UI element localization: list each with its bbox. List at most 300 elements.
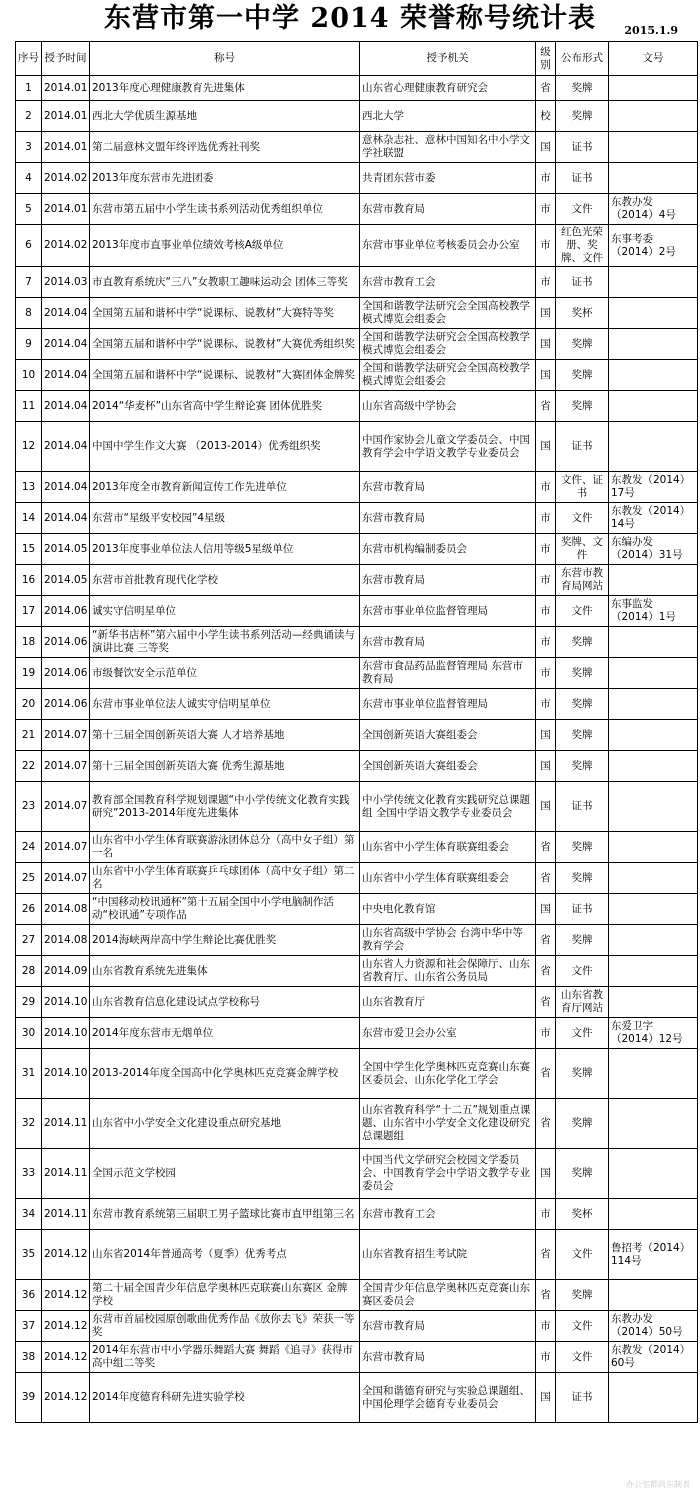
row-index: 27: [16, 925, 42, 956]
table-row: [16, 329, 698, 360]
row-authority: 东营市教育局: [360, 1342, 536, 1373]
table-row: [16, 360, 698, 391]
row-honor: 全国第五届和谐杯中学“说课标、说教材”大赛优秀组织奖: [90, 329, 360, 360]
row-date: 2014.02: [42, 225, 90, 267]
row-doc: 东教办发（2014）4号: [609, 194, 698, 225]
row-doc: [609, 132, 698, 163]
row-date: 2014.10: [42, 1049, 90, 1099]
row-honor: 全国第五届和谐杯中学“说课标、说教材”大赛团体金牌奖: [90, 360, 360, 391]
row-authority: 东营市教育局: [360, 194, 536, 225]
row-form: 文件: [556, 1311, 609, 1342]
row-doc: [609, 832, 698, 863]
row-level: 省: [536, 987, 556, 1018]
row-form: 奖牌、文件: [556, 534, 609, 565]
row-doc: [609, 1099, 698, 1149]
row-form: 奖杯: [556, 298, 609, 329]
row-date: 2014.08: [42, 894, 90, 925]
table-row: [16, 658, 698, 689]
row-form: 奖牌: [556, 720, 609, 751]
row-doc: [609, 689, 698, 720]
row-date: 2014.04: [42, 391, 90, 422]
row-doc: [609, 751, 698, 782]
row-form: 文件: [556, 1342, 609, 1373]
row-date: 2014.02: [42, 163, 90, 194]
table-row: [16, 422, 698, 472]
table-row: [16, 298, 698, 329]
row-date: 2014.06: [42, 689, 90, 720]
header-doc: 文号: [609, 42, 698, 76]
table-row: [16, 1099, 698, 1149]
row-form: 证书: [556, 422, 609, 472]
row-doc: [609, 956, 698, 987]
row-honor: 2013年度全市教育新闻宣传工作先进单位: [90, 472, 360, 503]
row-honor: 2013年度市直事业单位绩效考核A级单位: [90, 225, 360, 267]
row-level: 国: [536, 360, 556, 391]
header-date: 授予时间: [42, 42, 90, 76]
row-doc: [609, 76, 698, 101]
row-level: 省: [536, 832, 556, 863]
row-authority: 全国和谐教学法研究会全国高校教学模式博览会组委会: [360, 329, 536, 360]
table-row: [16, 925, 698, 956]
row-doc: 东爱卫字（2014）12号: [609, 1018, 698, 1049]
row-doc: [609, 720, 698, 751]
row-authority: 山东省高级中学协会 台湾中华中等教育学会: [360, 925, 536, 956]
row-honor: 山东省中小学安全文化建设重点研究基地: [90, 1099, 360, 1149]
row-authority: 全国中学生化学奥林匹克竞赛山东赛区委员会、山东化学化工学会: [360, 1049, 536, 1099]
table-row: [16, 163, 698, 194]
row-date: 2014.04: [42, 472, 90, 503]
row-doc: 东教发（2014）17号: [609, 472, 698, 503]
row-date: 2014.07: [42, 832, 90, 863]
row-authority: 东营市食品药品监督管理局 东营市教育局: [360, 658, 536, 689]
row-form: 奖牌: [556, 101, 609, 132]
row-date: 2014.11: [42, 1099, 90, 1149]
header-index: 序号: [16, 42, 42, 76]
row-index: 25: [16, 863, 42, 894]
row-honor: 东营市“星级平安校园”4星级: [90, 503, 360, 534]
row-doc: [609, 627, 698, 658]
row-date: 2014.04: [42, 503, 90, 534]
table-row: [16, 832, 698, 863]
table-row: [16, 894, 698, 925]
row-index: 10: [16, 360, 42, 391]
table-row: [16, 987, 698, 1018]
row-honor: “新华书店杯”第六届中小学生读书系列活动—经典诵读与演讲比赛 三等奖: [90, 627, 360, 658]
table-row: [16, 1018, 698, 1049]
table-row: [16, 720, 698, 751]
row-level: 校: [536, 101, 556, 132]
row-index: 4: [16, 163, 42, 194]
row-index: 28: [16, 956, 42, 987]
row-index: 23: [16, 782, 42, 832]
row-level: 国: [536, 298, 556, 329]
row-authority: 东营市教育局: [360, 1311, 536, 1342]
table-row: [16, 782, 698, 832]
row-date: 2014.12: [42, 1373, 90, 1423]
row-level: 市: [536, 163, 556, 194]
row-honor: 山东省教育系统先进集体: [90, 956, 360, 987]
row-date: 2014.10: [42, 987, 90, 1018]
table-body: [16, 76, 698, 1423]
row-index: 17: [16, 596, 42, 627]
row-doc: [609, 894, 698, 925]
row-level: 省: [536, 956, 556, 987]
row-honor: 山东省2014年普通高考（夏季）优秀考点: [90, 1230, 360, 1280]
header-honor: 称号: [90, 42, 360, 76]
row-index: 19: [16, 658, 42, 689]
header-authority: 授予机关: [360, 42, 536, 76]
row-index: 22: [16, 751, 42, 782]
row-index: 39: [16, 1373, 42, 1423]
row-honor: 2013年度东营市先进团委: [90, 163, 360, 194]
table-row: [16, 689, 698, 720]
row-honor: 全国第五届和谐杯中学“说课标、说教材”大赛特等奖: [90, 298, 360, 329]
table-row: [16, 1049, 698, 1099]
row-date: 2014.10: [42, 1018, 90, 1049]
row-form: 证书: [556, 132, 609, 163]
row-doc: 鲁招考（2014）114号: [609, 1230, 698, 1280]
row-date: 2014.06: [42, 627, 90, 658]
row-doc: [609, 1049, 698, 1099]
row-index: 2: [16, 101, 42, 132]
row-doc: 东教办发（2014）50号: [609, 1311, 698, 1342]
report-date: 2015.1.9: [624, 24, 678, 37]
row-level: 市: [536, 1311, 556, 1342]
row-honor: 东营市教育系统第三届职工男子篮球比赛市直甲组第三名: [90, 1199, 360, 1230]
row-honor: “中国移动校讯通杯”第十五届全国中小学电脑制作活动“校讯通”专项作品: [90, 894, 360, 925]
row-level: 市: [536, 503, 556, 534]
row-authority: 中国作家协会儿童文学委员会、中国教育学会中学语文教学专业委员会: [360, 422, 536, 472]
row-date: 2014.05: [42, 565, 90, 596]
row-honor: 东营市首批教育现代化学校: [90, 565, 360, 596]
row-date: 2014.04: [42, 360, 90, 391]
row-honor: 市级餐饮安全示范单位: [90, 658, 360, 689]
row-date: 2014.08: [42, 925, 90, 956]
row-form: 证书: [556, 894, 609, 925]
row-level: 国: [536, 782, 556, 832]
row-form: 文件: [556, 596, 609, 627]
row-form: 证书: [556, 1373, 609, 1423]
row-level: 市: [536, 225, 556, 267]
row-level: 国: [536, 132, 556, 163]
table-row: [16, 1373, 698, 1423]
row-level: 市: [536, 565, 556, 596]
row-date: 2014.01: [42, 101, 90, 132]
row-honor: 西北大学优质生源基地: [90, 101, 360, 132]
row-level: 省: [536, 1049, 556, 1099]
row-honor: 第十三届全国创新英语大赛 人才培养基地: [90, 720, 360, 751]
row-authority: 西北大学: [360, 101, 536, 132]
table-row: [16, 751, 698, 782]
row-form: 证书: [556, 782, 609, 832]
row-doc: [609, 987, 698, 1018]
row-level: 国: [536, 329, 556, 360]
row-honor: 东营市首届校园原创歌曲优秀作品《放你去飞》荣获一等奖: [90, 1311, 360, 1342]
row-doc: 东编办发（2014）31号: [609, 534, 698, 565]
row-form: 奖牌: [556, 329, 609, 360]
row-index: 30: [16, 1018, 42, 1049]
row-form: 山东省教育厅网站: [556, 987, 609, 1018]
row-doc: [609, 565, 698, 596]
row-index: 15: [16, 534, 42, 565]
row-date: 2014.07: [42, 863, 90, 894]
row-form: 奖牌: [556, 863, 609, 894]
row-level: 省: [536, 76, 556, 101]
row-index: 29: [16, 987, 42, 1018]
table-row: [16, 132, 698, 163]
row-honor: 2014海峡两岸高中学生辩论比赛优胜奖: [90, 925, 360, 956]
row-index: 14: [16, 503, 42, 534]
row-date: 2014.11: [42, 1149, 90, 1199]
row-form: 奖牌: [556, 360, 609, 391]
row-honor: 2014“华麦杯”山东省高中学生辩论赛 团体优胜奖: [90, 391, 360, 422]
row-authority: 全国和谐教学法研究会全国高校教学模式博览会组委会: [360, 360, 536, 391]
row-authority: 共青团东营市委: [360, 163, 536, 194]
row-date: 2014.12: [42, 1280, 90, 1311]
row-index: 34: [16, 1199, 42, 1230]
row-authority: 中国当代文学研究会校园文学委员会、中国教育学会中学语文教学专业委员会: [360, 1149, 536, 1199]
table-row: [16, 1199, 698, 1230]
header-level: 级别: [536, 42, 556, 76]
row-honor: 山东省教育信息化建设试点学校称号: [90, 987, 360, 1018]
row-form: 奖牌: [556, 391, 609, 422]
row-authority: 全国创新英语大赛组委会: [360, 720, 536, 751]
row-level: 市: [536, 627, 556, 658]
row-doc: 东事监发（2014）1号: [609, 596, 698, 627]
table-row: [16, 1149, 698, 1199]
row-doc: [609, 1280, 698, 1311]
row-form: 文件: [556, 194, 609, 225]
row-date: 2014.07: [42, 720, 90, 751]
header-form: 公布形式: [556, 42, 609, 76]
row-honor: 东营市事业单位法人诚实守信明星单位: [90, 689, 360, 720]
row-date: 2014.04: [42, 329, 90, 360]
table-row: [16, 1230, 698, 1280]
row-form: 奖牌: [556, 627, 609, 658]
row-honor: 第二十届全国青少年信息学奥林匹克联赛山东赛区 金牌学校: [90, 1280, 360, 1311]
row-authority: 全国创新英语大赛组委会: [360, 751, 536, 782]
row-form: 奖牌: [556, 832, 609, 863]
row-date: 2014.07: [42, 782, 90, 832]
table-row: [16, 1280, 698, 1311]
row-honor: 2013年度事业单位法人信用等级5星级单位: [90, 534, 360, 565]
row-authority: 东营市事业单位监督管理局: [360, 689, 536, 720]
row-honor: 山东省中小学生体育联赛乒乓球团体（高中女子组）第二名: [90, 863, 360, 894]
row-doc: [609, 863, 698, 894]
row-authority: 山东省中小学生体育联赛组委会: [360, 832, 536, 863]
row-date: 2014.06: [42, 596, 90, 627]
row-authority: 东营市教育局: [360, 627, 536, 658]
row-doc: [609, 422, 698, 472]
row-level: 市: [536, 1018, 556, 1049]
row-index: 32: [16, 1099, 42, 1149]
row-doc: [609, 1373, 698, 1423]
row-index: 37: [16, 1311, 42, 1342]
row-date: 2014.12: [42, 1230, 90, 1280]
row-authority: 全国和谐德育研究与实验总课题组、中国伦理学会德育专业委员会: [360, 1373, 536, 1423]
row-level: 市: [536, 1342, 556, 1373]
row-form: 奖牌: [556, 1280, 609, 1311]
row-index: 3: [16, 132, 42, 163]
row-level: 国: [536, 1373, 556, 1423]
row-honor: 东营市第五届中小学生读书系列活动优秀组织单位: [90, 194, 360, 225]
table-row: [16, 956, 698, 987]
row-doc: [609, 360, 698, 391]
row-index: 18: [16, 627, 42, 658]
row-index: 36: [16, 1280, 42, 1311]
row-index: 38: [16, 1342, 42, 1373]
row-authority: 东营市事业单位监督管理局: [360, 596, 536, 627]
row-index: 13: [16, 472, 42, 503]
row-honor: 教育部全国教育科学规划课题“中小学传统文化教育实践研究”2013-2014年度先进集体: [90, 782, 360, 832]
row-honor: 第十三届全国创新英语大赛 优秀生源基地: [90, 751, 360, 782]
row-doc: [609, 329, 698, 360]
row-level: 市: [536, 1199, 556, 1230]
table-row: [16, 565, 698, 596]
row-doc: [609, 782, 698, 832]
row-form: 奖牌: [556, 925, 609, 956]
row-authority: 山东省教育厅: [360, 987, 536, 1018]
table-row: [16, 1342, 698, 1373]
row-doc: 东教发（2014）14号: [609, 503, 698, 534]
row-doc: [609, 391, 698, 422]
row-doc: [609, 101, 698, 132]
row-authority: 中小学传统文化教育实践研究总课题组 全国中学语文教学专业委员会: [360, 782, 536, 832]
row-authority: 山东省中小学生体育联赛组委会: [360, 863, 536, 894]
row-form: 奖牌: [556, 1049, 609, 1099]
row-level: 省: [536, 1280, 556, 1311]
row-doc: [609, 163, 698, 194]
row-honor: 市直教育系统庆“三八”女教职工趣味运动会 团体三等奖: [90, 267, 360, 298]
row-form: 奖牌: [556, 1149, 609, 1199]
row-index: 11: [16, 391, 42, 422]
row-authority: 东营市爱卫会办公室: [360, 1018, 536, 1049]
row-index: 20: [16, 689, 42, 720]
row-index: 5: [16, 194, 42, 225]
row-level: 市: [536, 194, 556, 225]
row-level: 省: [536, 391, 556, 422]
row-honor: 2013-2014年度全国高中化学奥林匹克竞赛金牌学校: [90, 1049, 360, 1099]
row-index: 6: [16, 225, 42, 267]
honors-table: [15, 41, 698, 1423]
row-honor: 全国示范文学校园: [90, 1149, 360, 1199]
row-authority: 全国和谐教学法研究会全国高校教学模式博览会组委会: [360, 298, 536, 329]
row-doc: 东事考委（2014）2号: [609, 225, 698, 267]
row-level: 国: [536, 751, 556, 782]
row-honor: 2014年度德育科研先进实验学校: [90, 1373, 360, 1423]
row-form: 文件: [556, 1230, 609, 1280]
row-authority: 东营市教育局: [360, 472, 536, 503]
row-authority: 山东省教育招生考试院: [360, 1230, 536, 1280]
row-authority: 意林杂志社、意林中国知名中小学文学社联盟: [360, 132, 536, 163]
row-level: 市: [536, 689, 556, 720]
row-form: 文件: [556, 503, 609, 534]
row-authority: 山东省心理健康教育研究会: [360, 76, 536, 101]
row-authority: 东营市事业单位考核委员会办公室: [360, 225, 536, 267]
row-authority: 东营市教育局: [360, 565, 536, 596]
row-date: 2014.12: [42, 1342, 90, 1373]
row-date: 2014.04: [42, 422, 90, 472]
row-form: 文件: [556, 1018, 609, 1049]
row-level: 市: [536, 658, 556, 689]
row-date: 2014.03: [42, 267, 90, 298]
row-honor: 诚实守信明星单位: [90, 596, 360, 627]
table-row: [16, 627, 698, 658]
row-honor: 中国中学生作文大赛 （2013-2014）优秀组织奖: [90, 422, 360, 472]
row-level: 市: [536, 267, 556, 298]
row-index: 21: [16, 720, 42, 751]
row-doc: [609, 1199, 698, 1230]
row-form: 奖牌: [556, 689, 609, 720]
row-date: 2014.01: [42, 76, 90, 101]
row-authority: 山东省高级中学协会: [360, 391, 536, 422]
table-row: [16, 225, 698, 267]
row-level: 省: [536, 863, 556, 894]
table-row: [16, 194, 698, 225]
row-authority: 中央电化教育馆: [360, 894, 536, 925]
row-honor: 2014年度东营市无烟单位: [90, 1018, 360, 1049]
row-index: 33: [16, 1149, 42, 1199]
row-form: 文件: [556, 956, 609, 987]
row-honor: 2014年东营市中小学器乐舞蹈大赛 舞蹈《追寻》获得市高中组二等奖: [90, 1342, 360, 1373]
row-level: 省: [536, 1099, 556, 1149]
table-row: [16, 267, 698, 298]
row-index: 31: [16, 1049, 42, 1099]
row-authority: 东营市教育工会: [360, 1199, 536, 1230]
row-doc: [609, 658, 698, 689]
row-date: 2014.06: [42, 658, 90, 689]
row-authority: 东营市教育局: [360, 503, 536, 534]
table-row: [16, 863, 698, 894]
row-index: 24: [16, 832, 42, 863]
row-index: 7: [16, 267, 42, 298]
row-form: 证书: [556, 267, 609, 298]
row-doc: [609, 267, 698, 298]
row-level: 国: [536, 422, 556, 472]
row-doc: [609, 298, 698, 329]
row-index: 12: [16, 422, 42, 472]
row-doc: [609, 925, 698, 956]
header-row: [16, 42, 698, 76]
row-authority: 山东省教育科学“十二五”规划重点课题、山东省中小学安全文化建设研究总课题组: [360, 1099, 536, 1149]
row-date: 2014.11: [42, 1199, 90, 1230]
footer-mark: 办公室都尚东制表: [626, 1480, 690, 1489]
page-title: 东营市第一中学 2014 荣誉称号统计表: [104, 3, 596, 34]
row-doc: [609, 1149, 698, 1199]
row-form: 红色光荣册、奖牌、文件: [556, 225, 609, 267]
table-row: [16, 76, 698, 101]
row-authority: 全国青少年信息学奥林匹克竞赛山东赛区委员会: [360, 1280, 536, 1311]
row-form: 奖牌: [556, 751, 609, 782]
row-honor: 第二届意林文盟年终评选优秀社刊奖: [90, 132, 360, 163]
row-form: 文件、证书: [556, 472, 609, 503]
table-row: [16, 1311, 698, 1342]
table-row: [16, 503, 698, 534]
row-doc: 东教发（2014）60号: [609, 1342, 698, 1373]
row-date: 2014.12: [42, 1311, 90, 1342]
row-form: 奖牌: [556, 1099, 609, 1149]
row-authority: 东营市机构编制委员会: [360, 534, 536, 565]
row-level: 省: [536, 1230, 556, 1280]
row-index: 1: [16, 76, 42, 101]
row-authority: 山东省人力资源和社会保障厅、山东省教育厅、山东省公务员局: [360, 956, 536, 987]
row-form: 奖牌: [556, 76, 609, 101]
row-date: 2014.01: [42, 194, 90, 225]
row-index: 26: [16, 894, 42, 925]
row-level: 国: [536, 720, 556, 751]
row-index: 8: [16, 298, 42, 329]
row-index: 16: [16, 565, 42, 596]
